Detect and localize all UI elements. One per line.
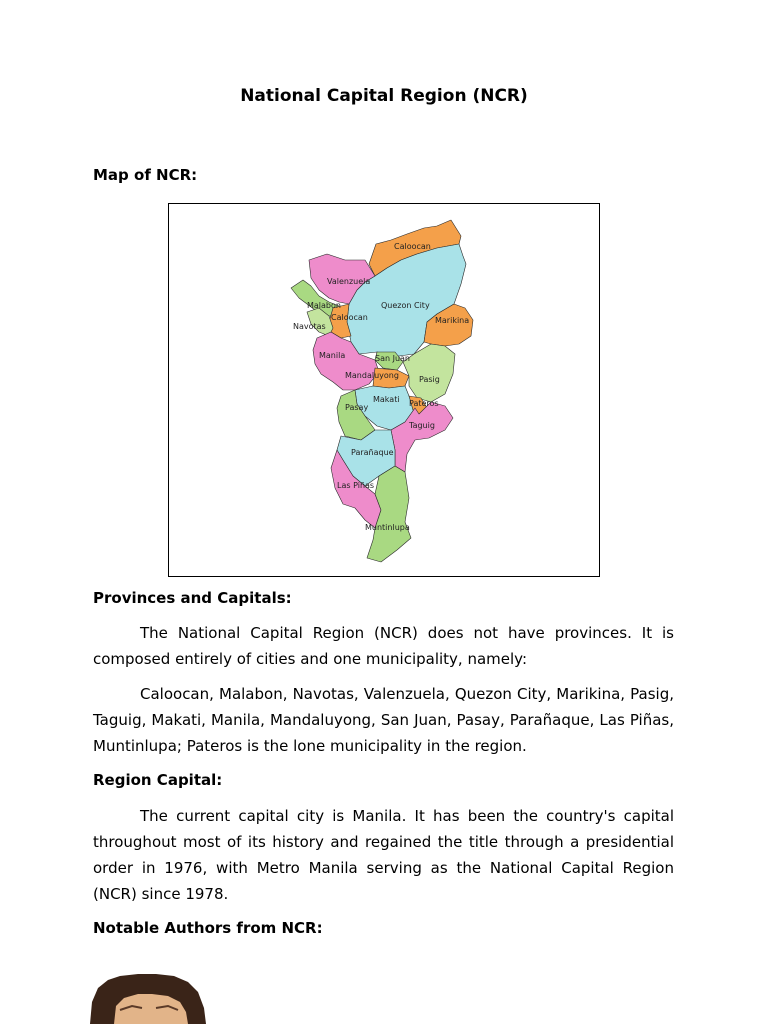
label-quezon-city: Quezon City xyxy=(381,301,430,310)
authors-heading: Notable Authors from NCR: xyxy=(93,919,323,937)
label-muntinlupa: Muntinlupa xyxy=(365,523,410,532)
label-taguig: Taguig xyxy=(409,421,435,430)
ncr-map xyxy=(168,203,600,577)
label-caloocan-north: Caloocan xyxy=(394,242,431,251)
capital-heading: Region Capital: xyxy=(93,771,223,789)
label-navotas: Navotas xyxy=(293,322,326,331)
label-valenzuela: Valenzuela xyxy=(327,277,371,286)
label-san-juan: San Juan xyxy=(375,354,410,363)
label-mandaluyong: Mandaluyong xyxy=(345,371,399,380)
label-paranaque: Parañaque xyxy=(351,448,394,457)
label-marikina: Marikina xyxy=(435,316,470,325)
provinces-heading: Provinces and Capitals: xyxy=(93,589,292,607)
label-caloocan-south: Caloocan xyxy=(331,313,368,322)
map-heading: Map of NCR: xyxy=(93,166,198,184)
provinces-paragraph-2: Caloocan, Malabon, Navotas, Valenzuela, Quezon City, Marikina, Pasig, Taguig, Makati, Manila, Mandaluyong, San Juan, Pasay, Parañaque, Las Piñas, Muntinlupa; Pateros is the lone municipality in the region. xyxy=(93,685,674,755)
provinces-paragraph-1: The National Capital Region (NCR) does not have provinces. It is composed entirely of cities and one municipality, namely: xyxy=(93,624,674,668)
page-title: National Capital Region (NCR) xyxy=(240,86,528,106)
label-pasay: Pasay xyxy=(345,403,369,412)
label-malabon: Malabon xyxy=(307,301,341,310)
label-manila: Manila xyxy=(319,351,346,360)
label-pateros: Pateros xyxy=(409,399,439,408)
capital-paragraph: The current capital city is Manila. It has been the country's capital throughout most of its history and regained the title through a presidential order in 1976, with Metro Manila serving as the National Capital Region (NCR) since 1978. xyxy=(93,807,674,903)
label-las-pinas: Las Piñas xyxy=(337,481,375,490)
label-pasig: Pasig xyxy=(419,375,440,384)
label-makati: Makati xyxy=(373,395,400,404)
author-portrait xyxy=(90,968,208,1024)
